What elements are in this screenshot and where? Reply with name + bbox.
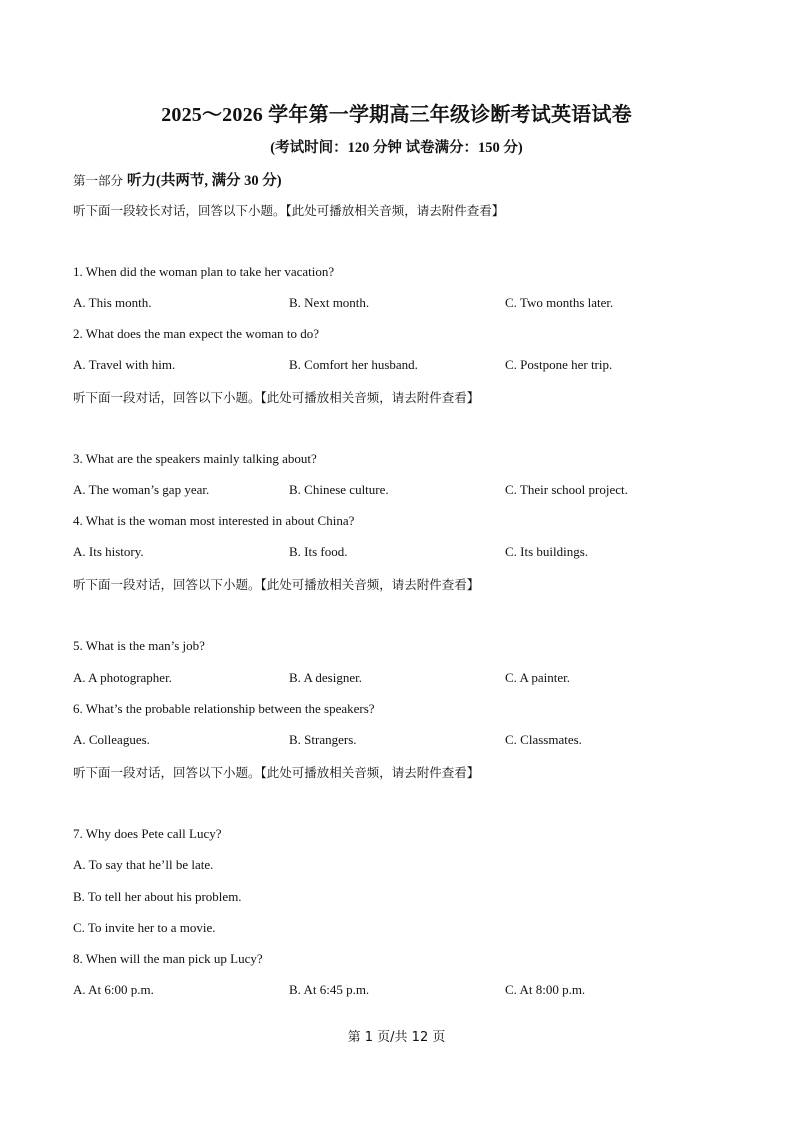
- audio-instruction-3: 听下面一段对话，回答以下小题。【此处可播放相关音频，请去附件查看】: [73, 577, 480, 592]
- question-8-option-a: A. At 6:00 p.m.: [73, 982, 154, 997]
- question-4-option-c: C. Its buildings.: [505, 544, 589, 559]
- exam-title: 2025～2026 学年第一学期高三年级诊断考试英语试卷: [161, 104, 632, 126]
- question-8-option-b: B. At 6:45 p.m.: [289, 982, 370, 997]
- question-5-option-a: A. A photographer.: [73, 670, 172, 685]
- question-4-option-b: B. Its food.: [289, 544, 348, 559]
- question-1: 1. When did the woman plan to take her vacation?: [73, 264, 335, 279]
- question-6-option-c: C. Classmates.: [505, 732, 582, 747]
- question-7-option-c: C. To invite her to a movie.: [73, 920, 216, 935]
- question-5-option-b: B. A designer.: [289, 670, 362, 685]
- question-5: 5. What is the man’s job?: [73, 638, 205, 653]
- question-7: 7. Why does Pete call Lucy?: [73, 826, 222, 841]
- question-6-option-a: A. Colleagues.: [73, 732, 150, 747]
- question-3-option-a: A. The woman’s gap year.: [73, 482, 210, 497]
- question-3-option-c: C. Their school project.: [505, 482, 628, 497]
- audio-instruction-1: 听下面一段较长对话，回答以下小题。【此处可播放相关音频，请去附件查看】: [73, 203, 505, 218]
- question-1-option-c: C. Two months later.: [505, 295, 614, 310]
- question-1-option-b: B. Next month.: [289, 295, 370, 310]
- exam-subtitle: (考试时间：120 分钟 试卷满分：150 分): [270, 140, 523, 156]
- question-4-option-a: A. Its history.: [73, 544, 144, 559]
- question-1-option-a: A. This month.: [73, 295, 152, 310]
- question-8-option-c: C. At 8:00 p.m.: [505, 982, 586, 997]
- section-part-label: 第一部分: [73, 173, 127, 188]
- question-2: 2. What does the man expect the woman to do?: [73, 326, 319, 341]
- question-3: 3. What are the speakers mainly talking about?: [73, 451, 317, 466]
- question-5-option-c: C. A painter.: [505, 670, 570, 685]
- question-4: 4. What is the woman most interested in about China?: [73, 513, 355, 528]
- question-2-option-b: B. Comfort her husband.: [289, 357, 418, 372]
- question-8: 8. When will the man pick up Lucy?: [73, 951, 263, 966]
- question-2-option-a: A. Travel with him.: [73, 357, 176, 372]
- audio-instruction-4: 听下面一段对话，回答以下小题。【此处可播放相关音频，请去附件查看】: [73, 765, 480, 780]
- question-7-option-a: A. To say that he’ll be late.: [73, 857, 214, 872]
- section-title: 听力(共两节, 满分 30 分): [126, 173, 282, 189]
- question-6-option-b: B. Strangers.: [289, 732, 357, 747]
- question-6: 6. What’s the probable relationship between the speakers?: [73, 701, 375, 716]
- audio-instruction-2: 听下面一段对话，回答以下小题。【此处可播放相关音频，请去附件查看】: [73, 390, 480, 405]
- question-3-option-b: B. Chinese culture.: [289, 482, 389, 497]
- question-7-option-b: B. To tell her about his problem.: [73, 889, 242, 904]
- section-heading: [73, 169, 282, 190]
- page-number: 第 1 页/共 12 页: [347, 1030, 446, 1045]
- question-2-option-c: C. Postpone her trip.: [505, 357, 613, 372]
